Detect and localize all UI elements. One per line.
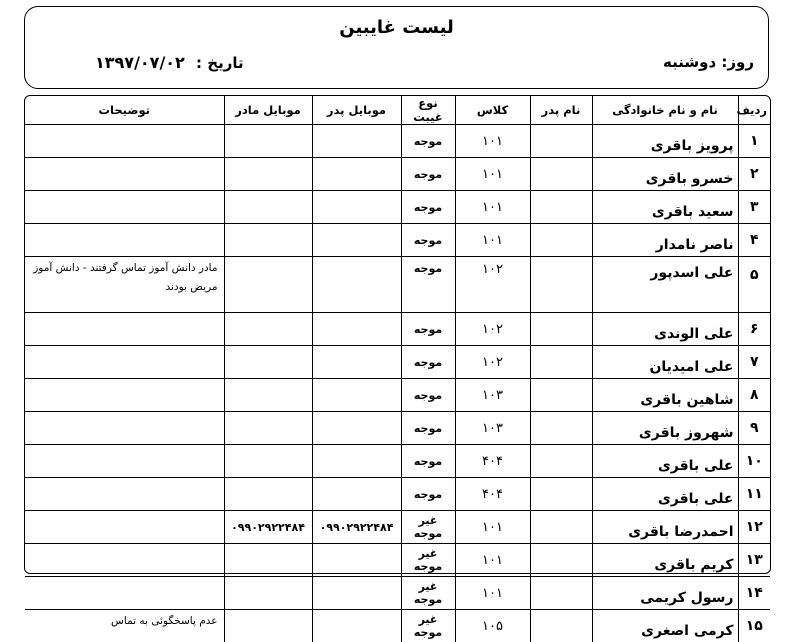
absence-type-cell: غیر موجه: [401, 544, 455, 577]
absence-type-cell: موجه: [401, 257, 455, 313]
table-row: [25, 511, 770, 544]
class-cell: ۱۰۱: [455, 191, 530, 224]
father-mobile-cell: [312, 610, 401, 642]
table-row: [25, 379, 770, 412]
notes-cell: [25, 379, 224, 412]
absence-table-container: [24, 95, 771, 574]
absence-type-cell: موجه: [401, 158, 455, 191]
col-header-father: نام پدر: [530, 96, 592, 125]
mother-mobile-cell: [224, 158, 312, 191]
father-mobile-cell: [312, 346, 401, 379]
day-value: دوشنبه: [663, 53, 716, 71]
father-mobile-cell: [312, 191, 401, 224]
mother-mobile-cell: [224, 191, 312, 224]
father-name-cell: [530, 445, 592, 478]
father-mobile-cell: [312, 577, 401, 610]
row-number-cell: ۲: [738, 158, 770, 191]
notes-cell: [25, 158, 224, 191]
mother-mobile-cell: [224, 379, 312, 412]
absence-type-cell: موجه: [401, 445, 455, 478]
row-number-cell: ۱۱: [738, 478, 770, 511]
student-name-cell: کرمی اصغری: [592, 610, 738, 642]
class-cell: ۱۰۱: [455, 224, 530, 257]
father-mobile-cell: [312, 257, 401, 313]
absence-type-cell: غیر موجه: [401, 511, 455, 544]
header-box: [24, 6, 769, 89]
row-number-cell: ۶: [738, 313, 770, 346]
table-row: [25, 610, 770, 642]
day-field: [663, 53, 754, 71]
father-name-cell: [530, 346, 592, 379]
class-cell: ۱۰۲: [455, 346, 530, 379]
student-name-cell: علی امیدیان: [592, 346, 738, 379]
col-header-name: نام و نام خانوادگی: [592, 96, 738, 125]
student-name-cell: احمدرضا باقری: [592, 511, 738, 544]
mother-mobile-cell: [224, 313, 312, 346]
table-row: [25, 577, 770, 610]
table-row: [25, 346, 770, 379]
table-row: [25, 224, 770, 257]
mother-mobile-cell: [224, 412, 312, 445]
notes-cell: [25, 577, 224, 610]
page-title: لیست غایبین: [25, 17, 768, 38]
date-label: تاریخ :: [196, 54, 244, 72]
student-name-cell: علی الوندی: [592, 313, 738, 346]
class-cell: ۱۰۱: [455, 511, 530, 544]
father-mobile-cell: [312, 224, 401, 257]
absence-type-cell: غیر موجه: [401, 577, 455, 610]
row-number-cell: ۵: [738, 257, 770, 313]
absence-type-cell: موجه: [401, 346, 455, 379]
mother-mobile-cell: [224, 445, 312, 478]
father-name-cell: [530, 511, 592, 544]
student-name-cell: شهروز باقری: [592, 412, 738, 445]
absence-type-cell: موجه: [401, 478, 455, 511]
col-header-father-mobile: موبایل پدر: [312, 96, 401, 125]
notes-cell: [25, 511, 224, 544]
student-name-cell: کریم باقری: [592, 544, 738, 577]
class-cell: ۱۰۱: [455, 158, 530, 191]
student-name-cell: ناصر نامدار: [592, 224, 738, 257]
father-mobile-cell: [312, 412, 401, 445]
student-name-cell: علی باقری: [592, 478, 738, 511]
class-cell: ۱۰۵: [455, 610, 530, 642]
table-row: [25, 445, 770, 478]
student-name-cell: خسرو باقری: [592, 158, 738, 191]
father-name-cell: [530, 257, 592, 313]
father-mobile-cell: [312, 379, 401, 412]
table-row: [25, 191, 770, 224]
father-name-cell: [530, 478, 592, 511]
class-cell: ۱۰۲: [455, 313, 530, 346]
class-cell: ۴۰۴: [455, 445, 530, 478]
father-name-cell: [530, 191, 592, 224]
father-mobile-cell: [312, 478, 401, 511]
row-number-cell: ۱۳: [738, 544, 770, 577]
table-row: [25, 544, 770, 577]
col-header-notes: توضیحات: [25, 96, 224, 125]
absence-type-cell: موجه: [401, 191, 455, 224]
mother-mobile-cell: [224, 544, 312, 577]
absence-type-cell: موجه: [401, 412, 455, 445]
student-name-cell: پرویز باقری: [592, 125, 738, 158]
row-number-cell: ۱۰: [738, 445, 770, 478]
father-mobile-cell: [312, 445, 401, 478]
father-name-cell: [530, 313, 592, 346]
mother-mobile-cell: [224, 224, 312, 257]
notes-cell: [25, 125, 224, 158]
mother-mobile-cell: [224, 346, 312, 379]
mother-mobile-cell: [224, 610, 312, 642]
father-name-cell: [530, 379, 592, 412]
row-number-cell: ۷: [738, 346, 770, 379]
table-row: [25, 412, 770, 445]
mother-mobile-cell: ۰۹۹۰۲۹۲۲۴۸۴: [224, 511, 312, 544]
student-name-cell: سعید باقری: [592, 191, 738, 224]
row-number-cell: ۴: [738, 224, 770, 257]
table-row: [25, 257, 770, 313]
father-name-cell: [530, 158, 592, 191]
date-field: [95, 53, 244, 72]
class-cell: ۱۰۲: [455, 257, 530, 313]
student-name-cell: علی باقری: [592, 445, 738, 478]
class-cell: ۱۰۱: [455, 125, 530, 158]
class-cell: ۱۰۳: [455, 412, 530, 445]
student-name-cell: رسول کریمی: [592, 577, 738, 610]
class-cell: ۴۰۴: [455, 478, 530, 511]
col-header-row: ردیف: [738, 96, 770, 125]
col-header-absence-type: نوع غیبت: [401, 96, 455, 125]
row-number-cell: ۱۴: [738, 577, 770, 610]
absence-table: [25, 96, 770, 642]
col-header-mother-mobile: موبایل مادر: [224, 96, 312, 125]
notes-cell: عدم پاسخگوئی به تماس: [25, 610, 224, 642]
table-row: [25, 125, 770, 158]
mother-mobile-cell: [224, 478, 312, 511]
student-name-cell: شاهین باقری: [592, 379, 738, 412]
notes-cell: [25, 191, 224, 224]
absence-type-cell: موجه: [401, 379, 455, 412]
table-row: [25, 478, 770, 511]
student-name-cell: علی اسدپور: [592, 257, 738, 313]
col-header-class: کلاس: [455, 96, 530, 125]
father-mobile-cell: [312, 544, 401, 577]
table-header-row: [25, 96, 770, 125]
father-name-cell: [530, 125, 592, 158]
notes-cell: [25, 412, 224, 445]
absence-type-cell: موجه: [401, 313, 455, 346]
absence-type-cell: موجه: [401, 224, 455, 257]
notes-cell: [25, 544, 224, 577]
class-cell: ۱۰۱: [455, 544, 530, 577]
row-number-cell: ۸: [738, 379, 770, 412]
absence-type-cell: غیر موجه: [401, 610, 455, 642]
class-cell: ۱۰۳: [455, 379, 530, 412]
row-number-cell: ۹: [738, 412, 770, 445]
day-label: روز:: [721, 53, 754, 71]
father-name-cell: [530, 610, 592, 642]
notes-cell: [25, 313, 224, 346]
father-mobile-cell: [312, 158, 401, 191]
father-name-cell: [530, 412, 592, 445]
father-name-cell: [530, 224, 592, 257]
row-number-cell: ۱: [738, 125, 770, 158]
notes-cell: [25, 346, 224, 379]
class-cell: ۱۰۱: [455, 577, 530, 610]
absence-type-cell: موجه: [401, 125, 455, 158]
father-mobile-cell: ۰۹۹۰۲۹۲۲۴۸۴: [312, 511, 401, 544]
father-mobile-cell: [312, 125, 401, 158]
mother-mobile-cell: [224, 257, 312, 313]
notes-cell: [25, 478, 224, 511]
father-name-cell: [530, 544, 592, 577]
row-number-cell: ۱۵: [738, 610, 770, 642]
mother-mobile-cell: [224, 125, 312, 158]
notes-cell: [25, 445, 224, 478]
table-row: [25, 313, 770, 346]
notes-cell: [25, 224, 224, 257]
notes-cell: مادر دانش آموز تماس گرفتند - دانش آموز مریض بودند: [25, 257, 224, 313]
father-name-cell: [530, 577, 592, 610]
date-value: ۱۳۹۷/۰۷/۰۲: [95, 53, 185, 72]
father-mobile-cell: [312, 313, 401, 346]
row-number-cell: ۱۲: [738, 511, 770, 544]
table-row: [25, 158, 770, 191]
row-number-cell: ۳: [738, 191, 770, 224]
mother-mobile-cell: [224, 577, 312, 610]
